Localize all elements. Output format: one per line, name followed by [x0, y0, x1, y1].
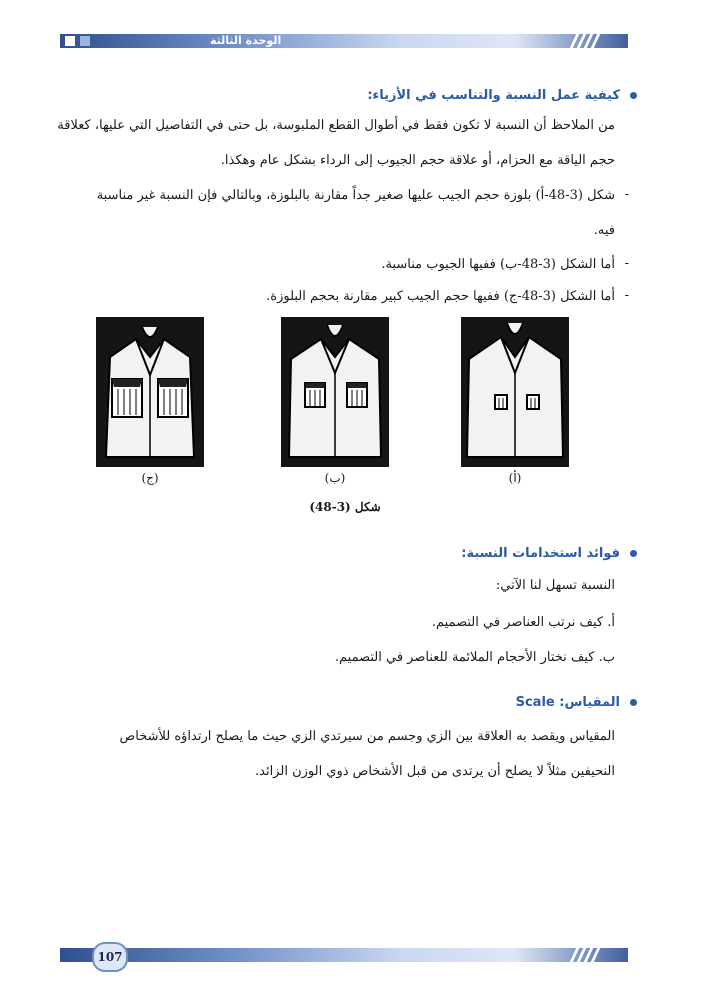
footer-stripes-icon: [565, 948, 605, 962]
dash-item-text: أما الشكل (3-48-ج) ففيها حجم الجيب كبير مقارنة بحجم البلوزة.: [266, 289, 615, 304]
list-item: أ. كيف نرتب العناصر في التصميم.: [431, 615, 615, 630]
dash-item-text: شكل (3-48-أ) بلوزة حجم الجيب عليها صغير جداً مقارنة بالبلوزة، وبالتالي فإن النسبة غير مناسبة: [96, 188, 615, 203]
dash-icon: -: [624, 187, 629, 202]
page-number: 107: [92, 942, 128, 972]
dash-icon: -: [624, 256, 629, 271]
blouse-small-pocket-icon: [461, 317, 569, 467]
paragraph-line: من الملاحظ أن النسبة لا تكون فقط في أطوال القطع الملبوسة، بل حتى في التفاصيل التي عليها، كعلاقة: [57, 118, 615, 133]
section-heading-benefits: فوائد استخدامات النسبة:: [461, 546, 637, 561]
paragraph-line: النحيفين مثلاً لا يصلح أن يرتدى من قبل الأشخاص ذوي الوزن الزائد.: [255, 764, 615, 779]
section-heading-scale: المقياس: Scale: [516, 695, 637, 710]
paragraph-line: حجم الياقة مع الحزام، أو علاقة حجم الجيوب إلى الرداء بشكل عام وهكذا.: [220, 153, 615, 168]
dash-icon: -: [624, 288, 629, 303]
figure-label-a: (أ): [508, 471, 522, 485]
blouse-medium-pocket-icon: [281, 317, 389, 467]
unit-title: الوحدة الثالثة: [210, 34, 282, 47]
section-heading-proportion: كيفية عمل النسبة والتناسب في الأزياء:: [367, 88, 637, 103]
header-square-icon: [65, 36, 75, 46]
paragraph-line: المقياس ويقصد به العلاقة بين الزي وجسم من سيرتدي الزي حيث ما يصلح ارتداؤه للأشخاص: [119, 729, 615, 744]
blouse-figure-a: [461, 317, 569, 467]
dash-item-text: أما الشكل (3-48-ب) ففيها الجيوب مناسبة.: [381, 257, 615, 272]
list-item: ب. كيف نختار الأحجام الملائمة للعناصر في التصميم.: [334, 650, 615, 665]
dash-item-text: فيه.: [593, 223, 615, 238]
figure-caption: شكل (3-48): [309, 500, 381, 514]
paragraph-line: النسبة تسهل لنا الآتي:: [495, 578, 615, 593]
bullet-icon: [630, 699, 637, 706]
blouse-large-pocket-icon: [96, 317, 204, 467]
figure-label-c: (ج): [141, 471, 159, 485]
figure-label-b: (ب): [324, 471, 346, 485]
footer-band: [60, 948, 628, 962]
blouse-figure-c: [96, 317, 204, 467]
header-square-icon: [80, 36, 90, 46]
header-stripes-icon: [565, 34, 605, 48]
blouse-figure-b: [281, 317, 389, 467]
bullet-icon: [630, 92, 637, 99]
header-band: [60, 34, 628, 48]
bullet-icon: [630, 550, 637, 557]
